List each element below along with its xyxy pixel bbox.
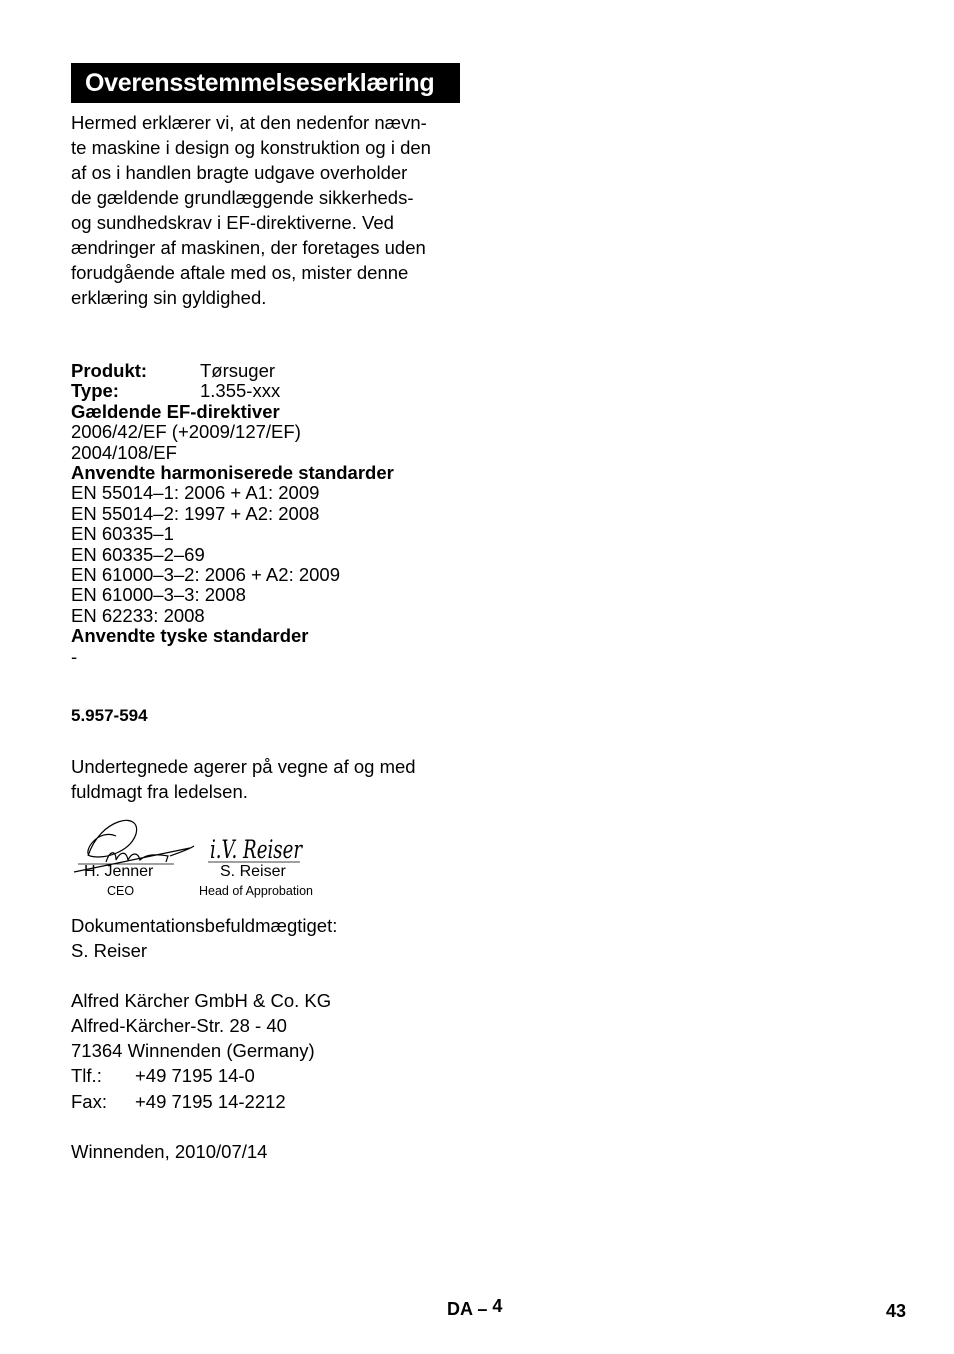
intro-line: af os i handlen bragte udgave overholder	[71, 162, 408, 183]
fax-row	[71, 1089, 331, 1114]
company-name: Alfred Kärcher GmbH & Co. KG	[71, 990, 332, 1011]
documentation-name: S. Reiser	[71, 940, 148, 961]
company-city: 71364 Winnenden (Germany)	[71, 1040, 315, 1061]
phone-label: Tlf.:	[71, 1065, 102, 1086]
page-number: 43	[885, 1301, 906, 1321]
phone-number: +49 7195 14-0	[135, 1065, 255, 1086]
fax-label: Fax:	[71, 1091, 107, 1112]
document-number: 5.957-594	[71, 706, 148, 725]
standard-item: EN 61000–3–2: 2006 + A2: 2009	[71, 564, 340, 586]
directive-item: 2004/108/EF	[71, 441, 177, 463]
product-value: Tørsuger	[200, 360, 276, 381]
signatory-role: Head of Approbation	[199, 884, 313, 898]
standard-item: EN 60335–1	[71, 523, 174, 545]
product-label: Produkt:	[71, 360, 148, 381]
intro-line: de gældende grundlæggende sikkerheds-	[71, 187, 414, 208]
type-row	[71, 381, 491, 401]
signatory-role: CEO	[107, 884, 135, 898]
intro-line: forudgående aftale med os, mister denne	[71, 262, 409, 283]
intro-paragraph	[71, 110, 466, 310]
directives-heading: Gældende EF-direktiver	[71, 400, 280, 422]
standard-item: EN 55014–2: 1997 + A2: 2008	[71, 502, 320, 524]
directive-item: 2006/42/EF (+2009/127/EF)	[71, 421, 301, 443]
documentation-label: Dokumentationsbefuldmægtiget:	[71, 915, 338, 936]
documentation-representative	[71, 913, 337, 963]
german-standards-value: -	[71, 645, 78, 667]
type-value: 1.355-xxx	[200, 380, 281, 402]
mandate-paragraph	[71, 754, 471, 804]
footer-section: 4	[492, 1296, 503, 1316]
signature-block	[70, 812, 340, 904]
phone-row	[71, 1063, 331, 1088]
mandate-line: fuldmagt fra ledelsen.	[71, 781, 248, 802]
page-title: Overensstemmelseserklæring	[71, 63, 460, 103]
product-specs	[71, 361, 491, 667]
mandate-line: Undertegnede agerer på vegne af og med	[71, 756, 416, 777]
company-street: Alfred-Kärcher-Str. 28 - 40	[71, 1015, 287, 1036]
harmonised-heading: Anvendte harmoniserede standarder	[71, 462, 394, 484]
standard-item: EN 62233: 2008	[71, 604, 205, 626]
german-standards-heading: Anvendte tyske standarder	[71, 625, 309, 647]
company-address	[71, 988, 331, 1114]
place-date: Winnenden, 2010/07/14	[71, 1141, 268, 1162]
reiser-signature: i.V. Reiser	[210, 835, 304, 864]
product-row	[71, 361, 491, 381]
standard-item: EN 60335–2–69	[71, 543, 205, 565]
intro-line: ændringer af maskinen, der foretages uden	[71, 237, 426, 258]
intro-line: og sundhedskrav i EF-direktiverne. Ved	[71, 212, 394, 233]
intro-line: erklæring sin gyldighed.	[71, 287, 267, 308]
footer-lang: DA –	[447, 1299, 488, 1319]
intro-line: te maskine i design og konstruktion og i den	[71, 137, 431, 158]
fax-number: +49 7195 14-2212	[135, 1091, 286, 1112]
signatory-name: S. Reiser	[220, 863, 286, 880]
signatory-name: H. Jenner	[84, 863, 154, 880]
standard-item: EN 55014–1: 2006 + A1: 2009	[71, 482, 320, 504]
standard-item: EN 61000–3–3: 2008	[71, 584, 246, 606]
footer-language-code	[447, 1298, 502, 1320]
intro-line: Hermed erklærer vi, at den nedenfor nævn-	[71, 112, 427, 133]
type-label: Type:	[71, 380, 119, 402]
